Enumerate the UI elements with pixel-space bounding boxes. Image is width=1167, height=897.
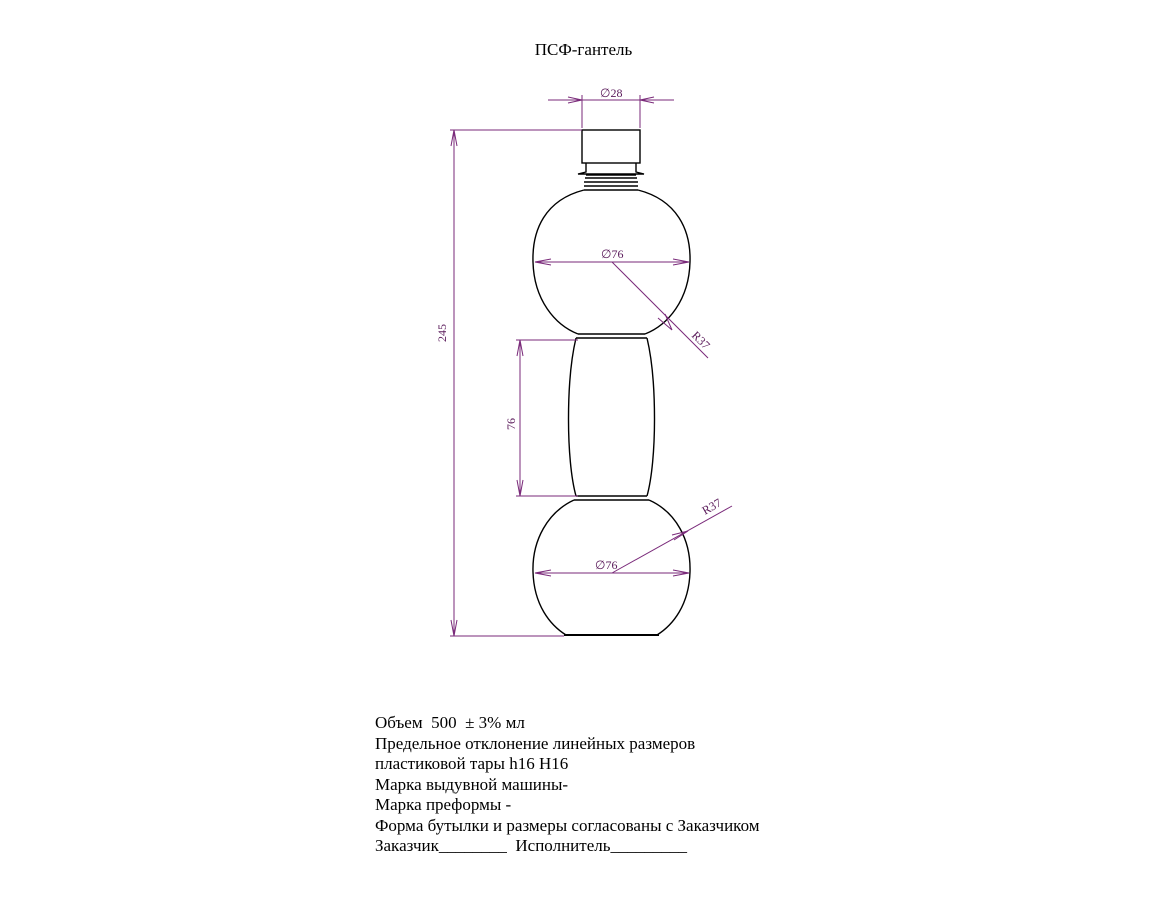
drawing-title: ПСФ-гантель bbox=[534, 40, 633, 59]
dim-total-height-label: 245 bbox=[435, 324, 449, 342]
dim-top-bulb-diameter-label: ∅76 bbox=[601, 247, 624, 261]
dim-total-height bbox=[435, 130, 582, 636]
note-blow-machine: Марка выдувной машины- bbox=[375, 774, 569, 794]
bottle-cap bbox=[582, 130, 640, 163]
dim-neck-diameter bbox=[548, 86, 674, 128]
note-preform: Марка преформы - bbox=[375, 795, 512, 814]
note-volume: Объем 500 ± 3% мл bbox=[375, 713, 525, 732]
dim-waist-height bbox=[504, 340, 578, 496]
dim-neck-diameter-label: ∅28 bbox=[600, 86, 623, 100]
dim-top-radius-label: R37 bbox=[688, 328, 713, 353]
dim-bottom-radius-label: R37 bbox=[699, 495, 724, 518]
dim-bottom-bulb-diameter bbox=[535, 558, 689, 576]
dim-waist-height-label: 76 bbox=[504, 418, 518, 430]
note-signatures: Заказчик________ Исполнитель_________ bbox=[375, 836, 687, 855]
dim-bottom-bulb-diameter-label: ∅76 bbox=[595, 558, 618, 572]
notes-block bbox=[375, 713, 760, 857]
note-tolerance: Предельное отклонение линейных размеров bbox=[375, 733, 696, 753]
dim-top-radius bbox=[612, 262, 713, 358]
note-tolerance-class: пластиковой тары h16 H16 bbox=[375, 754, 569, 773]
waist bbox=[569, 338, 655, 496]
dim-bottom-radius bbox=[612, 495, 732, 573]
neck-ring bbox=[578, 163, 644, 190]
note-agreement: Форма бутылки и размеры согласованы с Заказчиком bbox=[375, 815, 760, 835]
